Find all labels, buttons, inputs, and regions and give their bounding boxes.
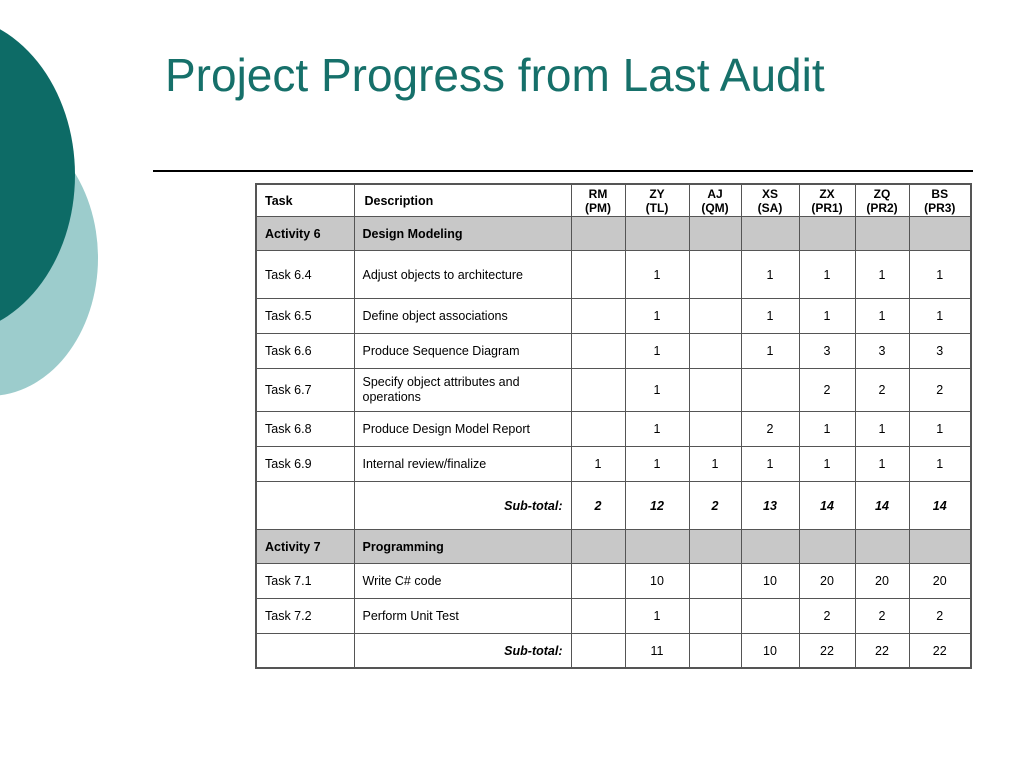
subtotal-cell: 2: [571, 482, 625, 530]
effort-cell: 1: [799, 412, 855, 447]
subtotal-cell: 22: [909, 634, 971, 669]
effort-cell: 1: [741, 251, 799, 299]
subtotal-cell: 11: [625, 634, 689, 669]
effort-cell: 3: [799, 334, 855, 369]
subtotal-cell: 22: [855, 634, 909, 669]
effort-cell: [689, 564, 741, 599]
effort-cell: [571, 599, 625, 634]
effort-cell: 1: [855, 447, 909, 482]
task-id: Task 7.2: [256, 599, 354, 634]
effort-cell: 3: [909, 334, 971, 369]
effort-cell: 1: [799, 251, 855, 299]
header-member-zy: ZY (TL): [625, 184, 689, 217]
effort-cell: 1: [625, 251, 689, 299]
effort-cell: 10: [625, 564, 689, 599]
effort-cell: 20: [799, 564, 855, 599]
effort-cell: 1: [741, 299, 799, 334]
effort-cell: 1: [799, 299, 855, 334]
effort-cell: [571, 251, 625, 299]
subtotal-cell: 10: [741, 634, 799, 669]
activity-name: Design Modeling: [354, 217, 571, 251]
effort-cell: 2: [799, 599, 855, 634]
effort-cell: 1: [625, 412, 689, 447]
effort-cell: 2: [909, 599, 971, 634]
activity-row: [256, 530, 971, 564]
table-row: [256, 447, 971, 482]
effort-cell: 2: [799, 369, 855, 412]
effort-cell: 1: [855, 412, 909, 447]
effort-cell: 2: [855, 369, 909, 412]
slide-title: Project Progress from Last Audit: [165, 49, 825, 101]
effort-cell: [689, 412, 741, 447]
task-id: Task 6.9: [256, 447, 354, 482]
activity-name: Programming: [354, 530, 571, 564]
task-description: Define object associations: [354, 299, 571, 334]
task-id: Task 6.7: [256, 369, 354, 412]
effort-cell: 20: [855, 564, 909, 599]
effort-cell: 1: [625, 447, 689, 482]
task-description: Internal review/finalize: [354, 447, 571, 482]
task-description: Perform Unit Test: [354, 599, 571, 634]
subtotal-cell: [571, 634, 625, 669]
task-id: Task 6.4: [256, 251, 354, 299]
header-member-xs: XS (SA): [741, 184, 799, 217]
header-member-aj: AJ (QM): [689, 184, 741, 217]
subtotal-row: [256, 482, 971, 530]
table-row: [256, 251, 971, 299]
effort-cell: [571, 334, 625, 369]
table-row: [256, 299, 971, 334]
effort-cell: 1: [909, 447, 971, 482]
effort-cell: 20: [909, 564, 971, 599]
effort-cell: 1: [855, 299, 909, 334]
task-description: Specify object attributes and operations: [354, 369, 571, 412]
effort-cell: [689, 251, 741, 299]
task-id: Task 6.6: [256, 334, 354, 369]
subtotal-cell: 22: [799, 634, 855, 669]
task-description: Write C# code: [354, 564, 571, 599]
task-id: Task 7.1: [256, 564, 354, 599]
table-row: [256, 369, 971, 412]
task-id: Task 6.8: [256, 412, 354, 447]
table-row: [256, 412, 971, 447]
effort-cell: [741, 369, 799, 412]
effort-cell: 1: [909, 412, 971, 447]
progress-table: [255, 183, 972, 669]
subtotal-cell: [689, 634, 741, 669]
effort-cell: [689, 599, 741, 634]
effort-cell: 2: [855, 599, 909, 634]
effort-cell: 2: [741, 412, 799, 447]
effort-cell: 1: [571, 447, 625, 482]
activity-row: [256, 217, 971, 251]
header-member-zq: ZQ (PR2): [855, 184, 909, 217]
effort-cell: 2: [909, 369, 971, 412]
subtotal-cell: 14: [909, 482, 971, 530]
effort-cell: 1: [625, 299, 689, 334]
subtotal-cell: 14: [799, 482, 855, 530]
subtotal-label: Sub-total:: [354, 634, 571, 669]
effort-cell: [571, 299, 625, 334]
effort-cell: 1: [741, 447, 799, 482]
effort-cell: [571, 564, 625, 599]
table-row: [256, 334, 971, 369]
effort-cell: [571, 369, 625, 412]
header-description: Description: [354, 184, 571, 217]
effort-cell: 1: [625, 599, 689, 634]
effort-cell: 1: [741, 334, 799, 369]
table-row: [256, 599, 971, 634]
table-header-row: [256, 184, 971, 217]
header-member-zx: ZX (PR1): [799, 184, 855, 217]
effort-cell: 1: [689, 447, 741, 482]
effort-cell: [689, 369, 741, 412]
effort-cell: [689, 334, 741, 369]
subtotal-label: Sub-total:: [354, 482, 571, 530]
subtotal-cell: 2: [689, 482, 741, 530]
task-id: Task 6.5: [256, 299, 354, 334]
effort-cell: 1: [799, 447, 855, 482]
subtotal-cell: 14: [855, 482, 909, 530]
subtotal-row: [256, 634, 971, 669]
effort-cell: [571, 412, 625, 447]
effort-cell: 1: [625, 369, 689, 412]
subtotal-cell: 13: [741, 482, 799, 530]
effort-cell: 3: [855, 334, 909, 369]
activity-label: Activity 6: [256, 217, 354, 251]
task-description: Adjust objects to architecture: [354, 251, 571, 299]
table-row: [256, 564, 971, 599]
title-divider: [153, 170, 973, 172]
effort-cell: [741, 599, 799, 634]
subtotal-cell: 12: [625, 482, 689, 530]
effort-cell: 1: [855, 251, 909, 299]
effort-cell: 1: [909, 251, 971, 299]
header-task: Task: [256, 184, 354, 217]
effort-cell: 1: [909, 299, 971, 334]
activity-label: Activity 7: [256, 530, 354, 564]
header-member-rm: RM (PM): [571, 184, 625, 217]
effort-cell: [689, 299, 741, 334]
effort-cell: 1: [625, 334, 689, 369]
header-member-bs: BS (PR3): [909, 184, 971, 217]
effort-cell: 10: [741, 564, 799, 599]
task-description: Produce Sequence Diagram: [354, 334, 571, 369]
task-description: Produce Design Model Report: [354, 412, 571, 447]
